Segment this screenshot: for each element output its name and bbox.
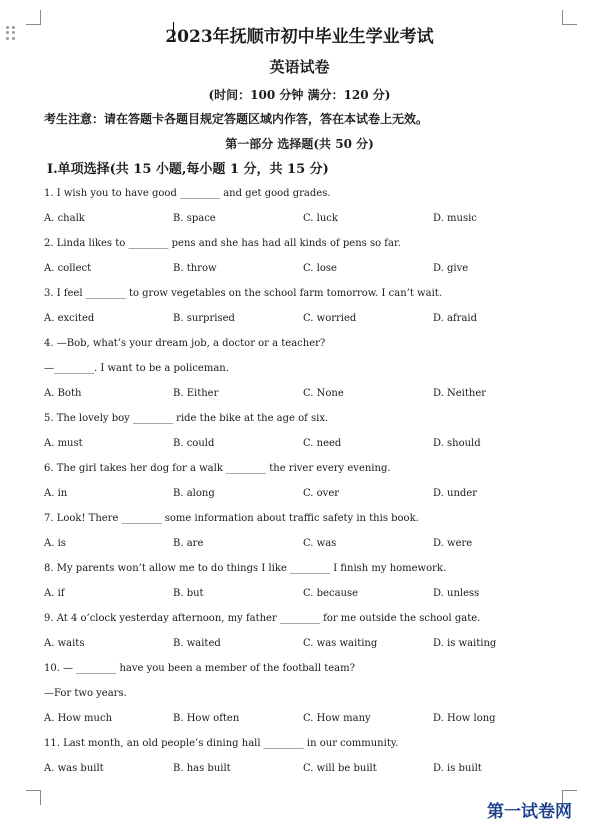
answer-option: A. was built	[44, 763, 104, 774]
answer-option: C. was waiting	[303, 638, 378, 649]
question-item	[44, 561, 564, 611]
answer-option: D. is built	[433, 763, 482, 774]
section-title: I.单项选择(共 15 小题,每小题 1 分，共 15 分)	[47, 162, 329, 177]
question-stem: 1. I wish you to have good ________ and get good grades.	[44, 188, 331, 199]
time-and-score: (时间：100 分钟 满分：120 分)	[208, 88, 391, 102]
question-stem: 10. — ________ have you been a member of the football team?	[44, 663, 355, 674]
answer-option: D. give	[433, 263, 469, 274]
question-stem: 2. Linda likes to ________ pens and she has had all kinds of pens so far.	[44, 238, 401, 249]
exam-notice: 考生注意：请在答题卡各题目规定答题区域内作答，答在本试卷上无效。	[44, 112, 429, 126]
answer-options	[44, 261, 564, 286]
answer-option: A. must	[44, 438, 83, 449]
answer-option: C. because	[303, 588, 359, 599]
question-item	[44, 736, 564, 786]
answer-option: D. afraid	[433, 313, 478, 324]
answer-option: C. None	[303, 388, 344, 399]
question-stem: 11. Last month, an old people’s dining hall ________ in our community.	[44, 738, 399, 749]
answer-option: B. How often	[173, 713, 240, 724]
answer-option: D. Neither	[433, 388, 487, 399]
watermark-logo: 第一试卷网	[487, 802, 572, 822]
answer-option: A. collect	[44, 263, 92, 274]
answer-option: B. are	[173, 538, 204, 549]
answer-option: C. luck	[303, 213, 338, 224]
answer-option: B. waited	[173, 638, 221, 649]
answer-option: C. lose	[303, 263, 337, 274]
answer-option: B. could	[173, 438, 215, 449]
question-list	[44, 186, 564, 786]
answer-option: D. unless	[433, 588, 480, 599]
answer-options	[44, 386, 564, 411]
question-item	[44, 236, 564, 286]
answer-option: A. How much	[44, 713, 113, 724]
question-dialogue-line: —________. I want to be a policeman.	[44, 363, 229, 374]
answer-option: A. in	[44, 488, 68, 499]
answer-option: B. but	[173, 588, 204, 599]
answer-options	[44, 636, 564, 661]
answer-option: D. is waiting	[433, 638, 497, 649]
question-item	[44, 461, 564, 511]
question-item	[44, 511, 564, 561]
answer-option: C. was	[303, 538, 337, 549]
answer-option: A. Both	[44, 388, 82, 399]
answer-option: C. need	[303, 438, 342, 449]
question-stem: 8. My parents won’t allow me to do things I like ________ I finish my homework.	[44, 563, 447, 574]
question-dialogue-line: —For two years.	[44, 688, 127, 699]
question-item	[44, 411, 564, 461]
answer-options	[44, 536, 564, 561]
answer-options	[44, 436, 564, 461]
answer-option: D. should	[433, 438, 481, 449]
question-item	[44, 336, 564, 411]
question-item	[44, 186, 564, 236]
exam-subtitle: 英语试卷	[269, 58, 330, 76]
answer-option: A. waits	[44, 638, 85, 649]
answer-options	[44, 586, 564, 611]
answer-option: D. How long	[433, 713, 496, 724]
answer-option: C. worried	[303, 313, 357, 324]
answer-option: C. will be built	[303, 763, 377, 774]
answer-option: B. surprised	[173, 313, 235, 324]
question-stem: 5. The lovely boy ________ ride the bike at the age of six.	[44, 413, 329, 424]
answer-option: A. excited	[44, 313, 95, 324]
answer-option: D. under	[433, 488, 477, 499]
answer-option: B. Either	[173, 388, 219, 399]
answer-option: B. space	[173, 213, 216, 224]
exam-title: 2023年抚顺市初中毕业生学业考试	[165, 27, 434, 47]
answer-option: B. throw	[173, 263, 217, 274]
answer-options	[44, 211, 564, 236]
answer-option: A. chalk	[44, 213, 85, 224]
answer-options	[44, 486, 564, 511]
question-stem: 3. I feel ________ to grow vegetables on the school farm tomorrow. I can’t wait.	[44, 288, 442, 299]
question-item	[44, 661, 564, 736]
answer-option: C. How many	[303, 713, 371, 724]
answer-option: A. is	[44, 538, 66, 549]
answer-options	[44, 761, 564, 786]
answer-option: D. were	[433, 538, 473, 549]
answer-options	[44, 311, 564, 336]
answer-option: C. over	[303, 488, 340, 499]
question-stem: 6. The girl takes her dog for a walk ________ the river every evening.	[44, 463, 391, 474]
answer-option: B. along	[173, 488, 215, 499]
page-corner-mark-bottom-left	[26, 790, 41, 805]
question-stem: 7. Look! There ________ some information about traffic safety in this book.	[44, 513, 419, 524]
part-title: 第一部分 选择题(共 50 分)	[225, 137, 374, 151]
answer-options	[44, 711, 564, 736]
answer-option: D. music	[433, 213, 477, 224]
answer-option: B. has built	[173, 763, 231, 774]
question-item	[44, 611, 564, 661]
answer-option: A. if	[44, 588, 65, 599]
question-stem: 9. At 4 o’clock yesterday afternoon, my father ________ for me outside the school gate.	[44, 613, 481, 624]
question-item	[44, 286, 564, 336]
question-stem: 4. —Bob, what’s your dream job, a doctor or a teacher?	[44, 338, 326, 349]
